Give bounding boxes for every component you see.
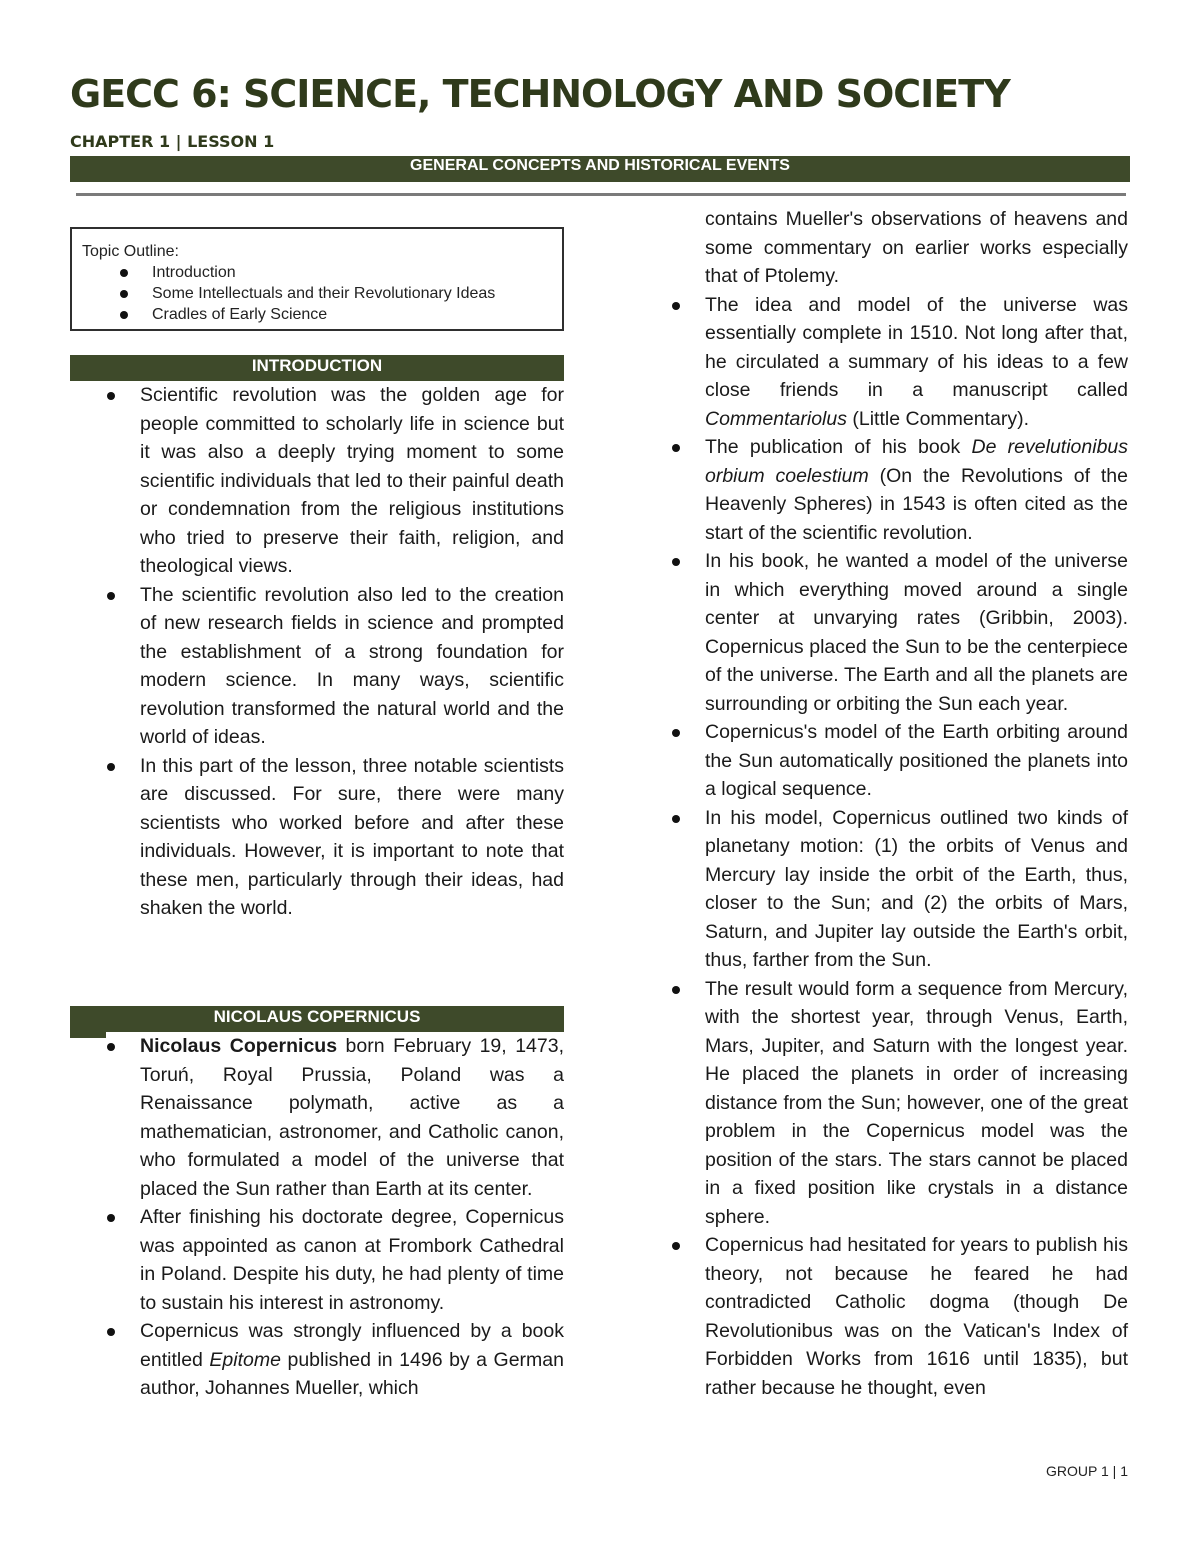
copernicus-list-right — [670, 205, 1128, 1402]
copernicus-bullet: The publication of his book De revelutionibus orbium coelestium (On the Revolutions of the Heavenly Spheres) in 1543 is often cited as the start of the scientific revolution. — [670, 433, 1128, 547]
topic-outline-item: Some Intellectuals and their Revolutionary Ideas — [82, 283, 552, 304]
topic-outline-label: Topic Outline: — [82, 243, 179, 260]
copernicus-bullet: In his model, Copernicus outlined two kinds of planetany motion: (1) the orbits of Venus and Mercury lay inside the orbit of the Earth, thus, closer to the Sun; and (2) the orbits of Mars, Saturn, and Jupiter lay outside the Earth's orbit, thus, farther from the Sun. — [670, 804, 1128, 975]
copernicus-bullet: Copernicus's model of the Earth orbiting around the Sun automatically positioned the planets into a logical sequence. — [670, 718, 1128, 804]
copernicus-bullet-continued: contains Mueller's observations of heavens and some commentary on earlier works especially that of Ptolemy. — [705, 208, 1128, 287]
section-banner: GENERAL CONCEPTS AND HISTORICAL EVENTS — [70, 156, 1130, 182]
copernicus-bullet: Nicolaus Copernicus born February 19, 1473, Toruń, Royal Prussia, Poland was a Renaissance polymath, active as a mathematician, astronomer, and Catholic canon, who formulated a model of the universe that placed the Sun rather than Earth at its center. — [105, 1032, 564, 1203]
introduction-bullet: Scientific revolution was the golden age for people committed to scholarly life in science but it was also a deeply trying moment to some scientific individuals that led to their painful death or condemnation from the religious institutions who tried to preserve their faith, religion, and theological views. — [105, 381, 564, 581]
copernicus-list-left — [105, 1032, 564, 1403]
heading-notch — [70, 1032, 106, 1038]
copernicus-heading-text: NICOLAUS COPERNICUS — [213, 1007, 421, 1026]
copernicus-bullet: The idea and model of the universe was essentially complete in 1510. Not long after that, he circulated a summary of his ideas to a few close friends in a manuscript called Commentariolus (Little Commentary). — [670, 291, 1128, 434]
copernicus-name: Nicolaus Copernicus — [140, 1035, 338, 1057]
introduction-heading — [70, 355, 564, 381]
chapter-lesson-label: CHAPTER 1 | LESSON 1 — [70, 132, 275, 151]
introduction-bullet: In this part of the lesson, three notable scientists are discussed. For sure, there were many scientists who worked before and after these individuals. However, it is important to note that these men, particularly through their ideas, had shaken the world. — [105, 752, 564, 923]
copernicus-bullet: After finishing his doctorate degree, Copernicus was appointed as canon at Frombork Cathedral in Poland. Despite his duty, he had plenty of time to sustain his interest in astronomy. — [105, 1203, 564, 1317]
copernicus-bullet: The result would form a sequence from Mercury, with the shortest year, through Venus, Earth, Mars, Jupiter, and Saturn with the longest year. He placed the planets in order of increasing distance from the Sun; however, one of the great problem in the Copernicus model was the position of the stars. The stars cannot be placed in a fixed position like crystals in a distance sphere. — [670, 975, 1128, 1232]
copernicus-bullet: Copernicus had hesitated for years to publish his theory, not because he feared he had contradicted Catholic dogma (though De Revolutionibus was on the Vatican's Index of Forbidden Works from 1616 until 1835), but rather because he thought, even — [670, 1231, 1128, 1402]
header-divider — [76, 193, 1126, 196]
copernicus-heading — [70, 1006, 564, 1032]
topic-outline-list — [82, 262, 552, 325]
introduction-heading-text: INTRODUCTION — [251, 356, 383, 375]
document-title: GECC 6: SCIENCE, TECHNOLOGY AND SOCIETY — [70, 72, 1010, 116]
introduction-list — [105, 381, 564, 923]
introduction-bullet: The scientific revolution also led to the creation of new research fields in science and prompted the establishment of a strong foundation for modern science. In many ways, scientific revolution transformed the natural world and the world of ideas. — [105, 581, 564, 752]
copernicus-bullet: Copernicus was strongly influenced by a book entitled Epitome published in 1496 by a German author, Johannes Mueller, which — [105, 1317, 564, 1403]
topic-outline-item: Introduction — [82, 262, 552, 283]
topic-outline-item: Cradles of Early Science — [82, 304, 552, 325]
page-footer: GROUP 1 | 1 — [1046, 1463, 1128, 1479]
topic-outline-box — [70, 227, 564, 331]
copernicus-bullet: In his book, he wanted a model of the universe in which everything moved around a single center at unvarying rates (Gribbin, 2003). Copernicus placed the Sun to be the centerpiece of the universe. The Earth and all the planets are surrounding or orbiting the Sun each year. — [670, 547, 1128, 718]
